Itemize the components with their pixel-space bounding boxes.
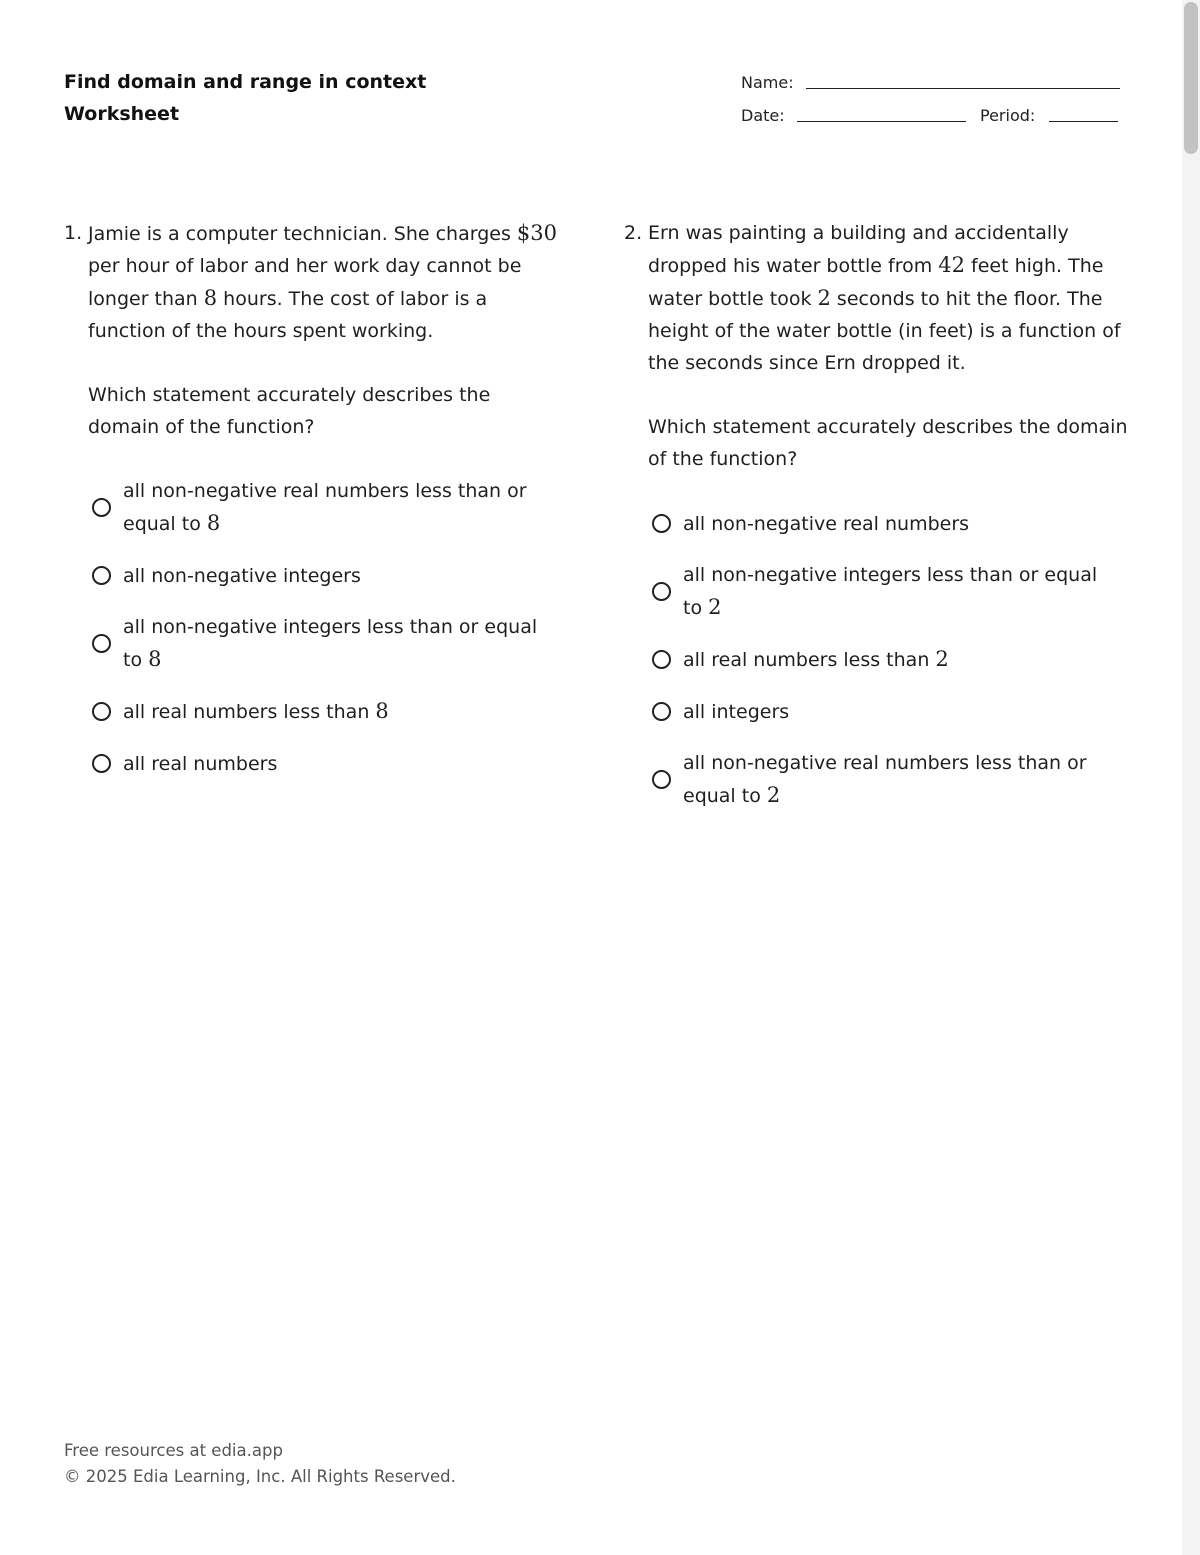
period-label: Period: (980, 106, 1036, 125)
question-1 (64, 217, 564, 799)
answer-option[interactable]: all non-negative integers less than or equal to 8 (92, 611, 540, 676)
question-text: Ern was painting a building and accidentally dropped his water bottle from 42 feet high. The water bottle took 2 seconds to hit the floor. The height of the water bottle (in feet) is a function of the seconds since Ern dropped it. (648, 222, 1121, 374)
question-2 (624, 217, 1134, 831)
question-number: 2. (624, 222, 643, 244)
answer-option[interactable]: all real numbers less than 2 (652, 643, 1110, 676)
question-number: 1. (64, 222, 83, 244)
footer-copyright: © 2025 Edia Learning, Inc. All Rights Reserved. (64, 1467, 456, 1486)
title-line-1: Find domain and range in context (64, 71, 427, 93)
scrollbar[interactable] (1182, 0, 1200, 1555)
answer-option[interactable]: all real numbers less than 8 (92, 695, 540, 728)
radio-circle-icon[interactable] (92, 634, 111, 653)
question-prompt: Which statement accurately describes the domain of the function? (648, 416, 1128, 470)
answer-option[interactable]: all real numbers (92, 747, 540, 780)
answer-option[interactable]: all non-negative real numbers less than or equal to 8 (92, 475, 540, 540)
answer-option[interactable]: all integers (652, 695, 1110, 728)
footer-resources-link[interactable]: Free resources at edia.app (64, 1441, 283, 1460)
name-line[interactable] (806, 88, 1120, 89)
radio-circle-icon[interactable] (652, 770, 671, 789)
footer (64, 1438, 456, 1490)
radio-circle-icon[interactable] (92, 566, 111, 585)
worksheet-title (64, 66, 426, 130)
radio-circle-icon[interactable] (92, 754, 111, 773)
answer-option[interactable]: all non-negative real numbers less than or equal to 2 (652, 747, 1110, 812)
answer-option[interactable]: all non-negative integers (92, 559, 540, 592)
radio-circle-icon[interactable] (652, 514, 671, 533)
radio-circle-icon[interactable] (652, 582, 671, 601)
answer-option[interactable]: all non-negative integers less than or equal to 2 (652, 559, 1110, 624)
radio-circle-icon[interactable] (652, 702, 671, 721)
title-line-2: Worksheet (64, 103, 180, 125)
date-line[interactable] (797, 121, 966, 122)
question-text: Jamie is a computer technician. She charges $30 per hour of labor and her work day cannot be longer than 8 hours. The cost of labor is a function of the hours spent working. (88, 221, 557, 342)
answer-options (652, 507, 1110, 812)
radio-circle-icon[interactable] (92, 702, 111, 721)
answer-option[interactable]: all non-negative real numbers (652, 507, 1110, 540)
radio-circle-icon[interactable] (652, 650, 671, 669)
name-label: Name: (741, 73, 794, 92)
scrollbar-thumb[interactable] (1184, 2, 1198, 154)
period-line[interactable] (1049, 121, 1118, 122)
radio-circle-icon[interactable] (92, 498, 111, 517)
question-prompt: Which statement accurately describes the domain of the function? (88, 384, 491, 438)
date-label: Date: (741, 106, 785, 125)
answer-options (92, 475, 540, 780)
